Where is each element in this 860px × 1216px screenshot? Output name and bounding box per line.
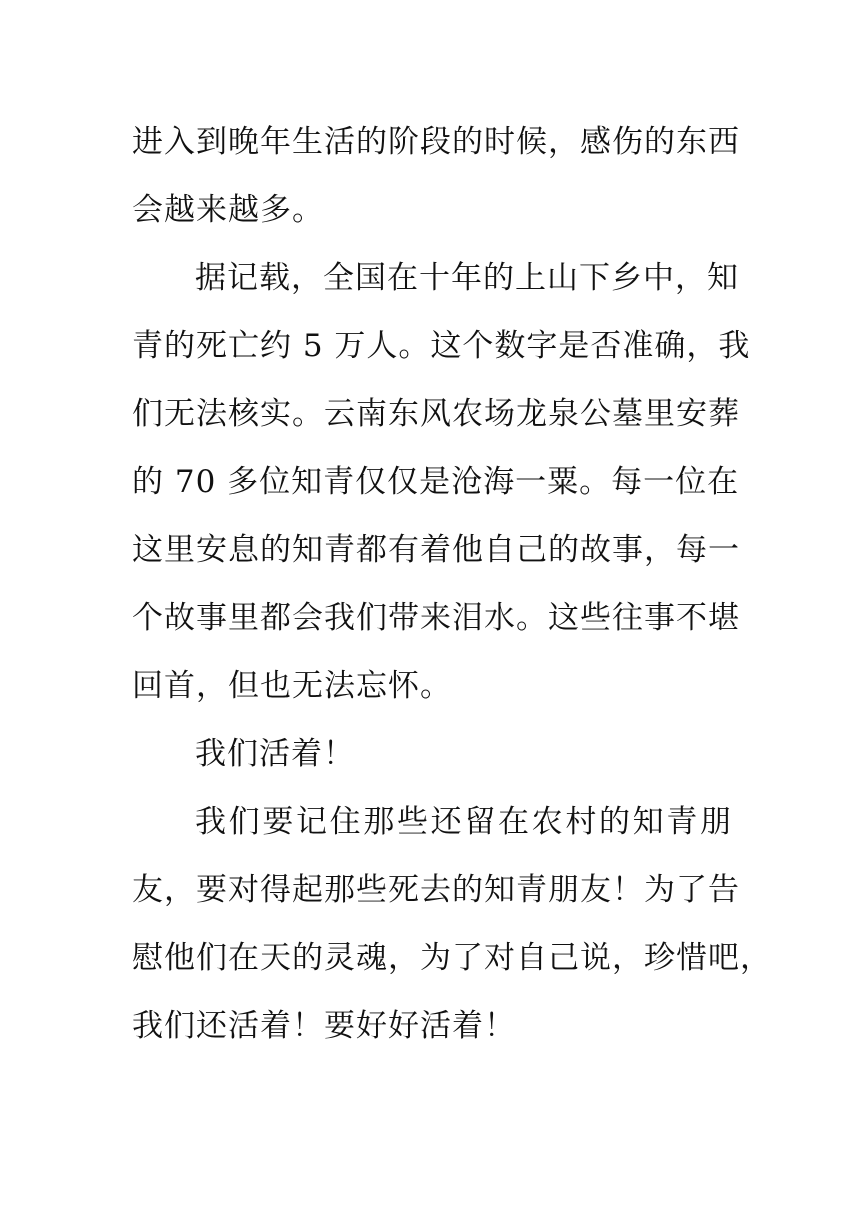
paragraph-4-line-1: 我们要记住那些还留在农村的知青朋 bbox=[195, 804, 732, 840]
paragraph-2-line-7: 回首，但也无法忘怀。 bbox=[132, 668, 452, 704]
paragraph-1-line-2: 会越来越多。 bbox=[132, 192, 324, 228]
paragraph-2-line-1: 据记载，全国在十年的上山下乡中，知 bbox=[195, 260, 739, 296]
paragraph-2-line-6: 个故事里都会我们带来泪水。这些往事不堪 bbox=[132, 600, 740, 636]
document-text-body bbox=[132, 108, 772, 1060]
paragraph-1-line-1: 进入到晚年生活的阶段的时候，感伤的东西 bbox=[132, 124, 740, 160]
paragraph-2-line-4: 的 70 多位知青仅仅是沧海一粟。每一位在 bbox=[132, 464, 740, 500]
paragraph-2-line-5: 这里安息的知青都有着他自己的故事，每一 bbox=[132, 532, 740, 568]
paragraph-4-line-4: 我们还活着！要好好活着！ bbox=[132, 1008, 516, 1044]
paragraph-2-line-3: 们无法核实。云南东风农场龙泉公墓里安葬 bbox=[132, 396, 740, 432]
paragraph-4-line-2: 友，要对得起那些死去的知青朋友！为了告 bbox=[132, 872, 740, 908]
paragraph-3-line-1: 我们活着！ bbox=[195, 736, 355, 772]
paragraph-4-line-3: 慰他们在天的灵魂，为了对自己说，珍惜吧， bbox=[132, 940, 772, 976]
paragraph-2-line-2: 青的死亡约 5 万人。这个数字是否准确，我 bbox=[132, 328, 751, 364]
